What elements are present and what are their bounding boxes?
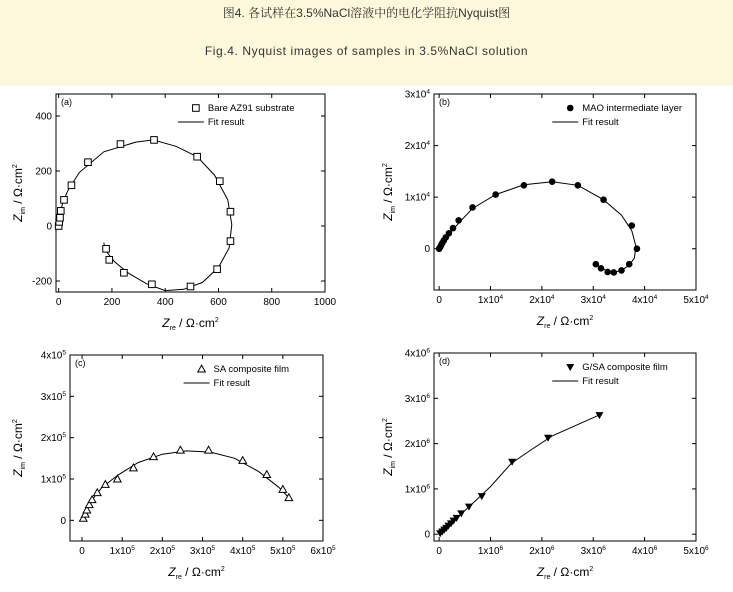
y-tick-label-exponent: 5 xyxy=(62,432,66,440)
x-axis-label xyxy=(536,314,594,330)
y-axis-label xyxy=(11,419,27,478)
data-point xyxy=(450,225,457,232)
panel-a xyxy=(11,94,337,332)
x-tick-label-exponent: 4 xyxy=(653,294,658,301)
y-axis-label xyxy=(11,164,27,223)
y-axis-label-unit: / Ω·cm xyxy=(11,168,25,208)
data-point xyxy=(634,245,641,252)
data-point xyxy=(604,269,611,276)
x-tick-label: $5x10^6$ xyxy=(683,545,709,557)
data-point xyxy=(194,153,201,160)
x-tick-label-exponent: 5 xyxy=(251,545,256,552)
panel-label: (d) xyxy=(439,356,450,366)
x-tick-label: 0 xyxy=(436,546,442,557)
data-point xyxy=(102,481,110,488)
x-tick-label: $4x10^5$ xyxy=(230,545,256,557)
x-tick-label-exponent: 6 xyxy=(550,545,555,552)
y-tick-label: $2x10^5$ xyxy=(40,432,66,445)
data-point xyxy=(57,208,64,215)
panel-b xyxy=(381,89,709,331)
x-axis-label-unit: / Ω·cm xyxy=(175,316,215,330)
legend-marker xyxy=(567,105,574,112)
y-tick-label: 0 xyxy=(60,515,66,527)
y-tick-label: -200 xyxy=(31,276,52,288)
y-tick-label-exponent: 6 xyxy=(426,438,430,446)
data-point xyxy=(600,196,607,203)
data-point xyxy=(227,238,234,245)
x-axis-label-sup: 2 xyxy=(220,566,225,573)
data-point xyxy=(595,412,603,419)
y-axis-label-group xyxy=(381,163,397,222)
y-tick-label-exponent: 4 xyxy=(426,191,430,199)
x-tick-label-exponent: 4 xyxy=(705,294,709,301)
x-tick-label: 200 xyxy=(103,297,121,308)
data-point xyxy=(57,214,64,221)
x-tick-label-exponent: 6 xyxy=(653,545,658,552)
legend-marker xyxy=(566,364,574,371)
caption-chinese: 图4. 各试样在3.5%NaCl溶液中的电化学阻抗Nyquist图 xyxy=(222,6,511,20)
data-point xyxy=(151,137,158,144)
y-tick-label: 0 xyxy=(46,221,52,233)
data-point xyxy=(598,265,605,272)
y-tick-label: $3x10^5$ xyxy=(40,390,66,403)
x-axis-label-z: Z xyxy=(168,565,176,579)
y-axis-label xyxy=(381,418,397,477)
data-point xyxy=(114,475,122,482)
legend-fit-label: Fit result xyxy=(582,376,619,387)
y-tick-label: 0 xyxy=(424,244,430,256)
data-point xyxy=(575,182,582,189)
y-tick-label: $2x10^6$ xyxy=(404,438,430,451)
x-axis-label-sub: re xyxy=(544,323,551,330)
data-point xyxy=(121,269,128,276)
data-point xyxy=(508,459,516,466)
data-point xyxy=(618,267,625,274)
panel-d xyxy=(381,348,709,582)
x-axis-label-z: Z xyxy=(162,316,170,330)
x-tick-label: $3x10^4$ xyxy=(580,294,606,306)
y-axis-label-sup: 2 xyxy=(12,164,19,169)
panel-label: (c) xyxy=(75,358,86,368)
x-axis-label xyxy=(161,316,219,332)
y-tick-label: $4x10^6$ xyxy=(404,347,430,360)
data-point xyxy=(628,222,635,229)
y-tick-label: $3x10^4$ xyxy=(404,88,430,101)
y-tick-label: $1x10^6$ xyxy=(404,483,430,496)
x-tick-label: $2x10^6$ xyxy=(529,545,555,557)
x-tick-label-exponent: 5 xyxy=(291,545,296,552)
y-tick-label-exponent: 5 xyxy=(62,349,66,357)
x-tick-label-exponent: 4 xyxy=(602,294,606,301)
x-tick-label: $1x10^6$ xyxy=(477,545,504,557)
data-point xyxy=(239,457,247,464)
y-axis-label-group xyxy=(11,164,27,223)
x-tick-label: $1x10^4$ xyxy=(477,294,504,306)
x-tick-label: $2x10^5$ xyxy=(149,545,176,557)
x-tick-label-exponent: 6 xyxy=(705,545,709,552)
data-point xyxy=(469,204,476,211)
x-axis-label-z: Z xyxy=(536,565,545,579)
x-tick-label: $5x10^4$ xyxy=(683,294,709,306)
y-tick-label-exponent: 4 xyxy=(426,88,430,96)
x-tick-label-exponent: 6 xyxy=(499,545,504,552)
panel-label: (b) xyxy=(439,97,450,107)
x-tick-label: 0 xyxy=(436,295,442,306)
x-axis-label-z: Z xyxy=(536,314,545,328)
legend-data-label: Bare AZ91 substrate xyxy=(207,103,295,114)
legend-fit-label: Fit result xyxy=(582,117,619,128)
panel-label: (a) xyxy=(61,97,72,107)
data-point xyxy=(455,217,462,224)
data-point xyxy=(205,446,213,453)
data-point xyxy=(214,266,221,273)
x-axis-label-sup: 2 xyxy=(589,315,594,322)
y-axis-label-sup: 2 xyxy=(382,418,389,423)
legend-data-label: MAO intermediate layer xyxy=(582,103,683,114)
x-tick-label-exponent: 4 xyxy=(499,294,504,301)
x-axis-label-sub: re xyxy=(544,574,551,581)
y-tick-label-exponent: 5 xyxy=(62,473,66,481)
y-axis-label-sub: im xyxy=(20,462,27,470)
data-point xyxy=(61,197,68,204)
data-point xyxy=(117,141,124,148)
y-axis-label-unit: / Ω·cm xyxy=(381,422,395,462)
x-tick-label: 400 xyxy=(156,297,174,308)
x-tick-label: $4x10^6$ xyxy=(631,545,658,557)
plot-frame xyxy=(434,94,696,290)
data-point xyxy=(68,182,75,189)
y-tick-label: $3x10^6$ xyxy=(404,392,430,405)
y-tick-label-exponent: 6 xyxy=(426,347,430,355)
y-axis-label-z: Z xyxy=(11,469,25,477)
x-tick-label: 600 xyxy=(210,297,227,308)
x-tick-label: $6x10^5$ xyxy=(310,545,336,557)
x-tick-label-exponent: 5 xyxy=(211,545,216,552)
y-tick-label-exponent: 6 xyxy=(426,483,430,491)
data-point xyxy=(177,446,185,453)
caption-english: Fig.4. Nyquist images of samples in 3.5%NaCl solution xyxy=(204,44,529,58)
x-tick-label: $1x10^5$ xyxy=(109,545,135,557)
y-axis-label-unit: / Ω·cm xyxy=(11,423,25,463)
x-tick-label-exponent: 5 xyxy=(171,545,176,552)
y-tick-label-exponent: 5 xyxy=(62,390,66,398)
x-tick-label: $4x10^4$ xyxy=(631,294,658,306)
y-axis-label-z: Z xyxy=(11,214,25,222)
y-axis-label-sub: im xyxy=(390,206,397,214)
x-axis-label xyxy=(167,565,225,581)
x-tick-label: 0 xyxy=(79,546,85,557)
y-tick-label: $1x10^4$ xyxy=(404,191,430,204)
data-point xyxy=(549,178,556,185)
data-point xyxy=(103,246,110,253)
panel-c xyxy=(11,350,336,582)
data-point xyxy=(492,191,499,198)
legend-data-label: SA composite film xyxy=(213,364,290,375)
y-axis-label-unit: / Ω·cm xyxy=(381,167,395,207)
data-point xyxy=(149,281,156,288)
x-tick-label-exponent: 5 xyxy=(131,545,135,552)
x-tick-label: 0 xyxy=(55,297,62,308)
legend-data-label: G/SA composite film xyxy=(582,362,668,373)
y-tick-label: $2x10^4$ xyxy=(404,140,430,153)
x-axis-label-sub: re xyxy=(175,574,182,581)
legend-fit-label: Fit result xyxy=(213,378,250,389)
x-axis-label-unit: / Ω·cm xyxy=(550,314,590,328)
y-tick-label: 0 xyxy=(424,529,430,541)
data-point xyxy=(263,471,271,478)
x-axis-label-sup: 2 xyxy=(589,566,594,573)
y-axis-label-sup: 2 xyxy=(12,419,19,424)
x-tick-label: $2x10^4$ xyxy=(529,294,555,306)
fit-line xyxy=(439,414,601,534)
data-point xyxy=(626,261,633,268)
y-tick-label: $4x10^5$ xyxy=(40,349,66,362)
y-tick-label: 200 xyxy=(35,166,52,178)
data-point xyxy=(106,257,113,264)
x-tick-label: $3x10^5$ xyxy=(189,545,216,557)
data-point xyxy=(593,261,600,268)
data-point xyxy=(478,493,486,500)
y-tick-label-exponent: 4 xyxy=(426,140,430,148)
x-axis-label-unit: / Ω·cm xyxy=(181,565,221,579)
fit-line xyxy=(439,182,636,273)
x-tick-label-exponent: 4 xyxy=(550,294,555,301)
x-axis-label xyxy=(536,565,594,581)
x-tick-label: $3x10^6$ xyxy=(580,545,606,557)
y-axis-label-group xyxy=(11,419,27,478)
y-tick-label-exponent: 6 xyxy=(426,392,430,400)
data-point xyxy=(446,230,453,237)
x-tick-label-exponent: 6 xyxy=(602,545,606,552)
fit-line xyxy=(82,451,289,520)
y-axis-label-sub: im xyxy=(20,207,27,215)
data-point xyxy=(85,159,92,166)
x-axis-label-unit: / Ω·cm xyxy=(550,565,590,579)
y-axis-label-sup: 2 xyxy=(382,163,389,168)
data-point xyxy=(227,208,234,215)
data-point xyxy=(521,182,528,189)
x-tick-label: $5x10^5$ xyxy=(270,545,296,557)
legend-marker xyxy=(198,365,206,372)
y-tick-label: $1x10^5$ xyxy=(40,473,66,486)
x-axis-label-sub: re xyxy=(169,325,176,332)
y-tick-label: 400 xyxy=(35,111,52,123)
x-tick-label: 1000 xyxy=(313,297,337,308)
y-axis-label-sub: im xyxy=(390,461,397,469)
y-axis-label-z: Z xyxy=(381,213,395,221)
y-axis-label xyxy=(381,163,397,222)
legend-marker xyxy=(193,105,200,112)
legend-fit-label: Fit result xyxy=(207,117,245,128)
y-axis-label-group xyxy=(381,418,397,477)
x-tick-label: 800 xyxy=(263,297,281,308)
data-point xyxy=(216,178,223,185)
plot-frame xyxy=(56,94,325,292)
x-axis-label-sup: 2 xyxy=(214,317,219,324)
x-tick-label-exponent: 5 xyxy=(332,545,336,552)
data-point xyxy=(187,283,194,290)
data-point xyxy=(611,269,618,276)
y-axis-label-z: Z xyxy=(381,468,395,476)
